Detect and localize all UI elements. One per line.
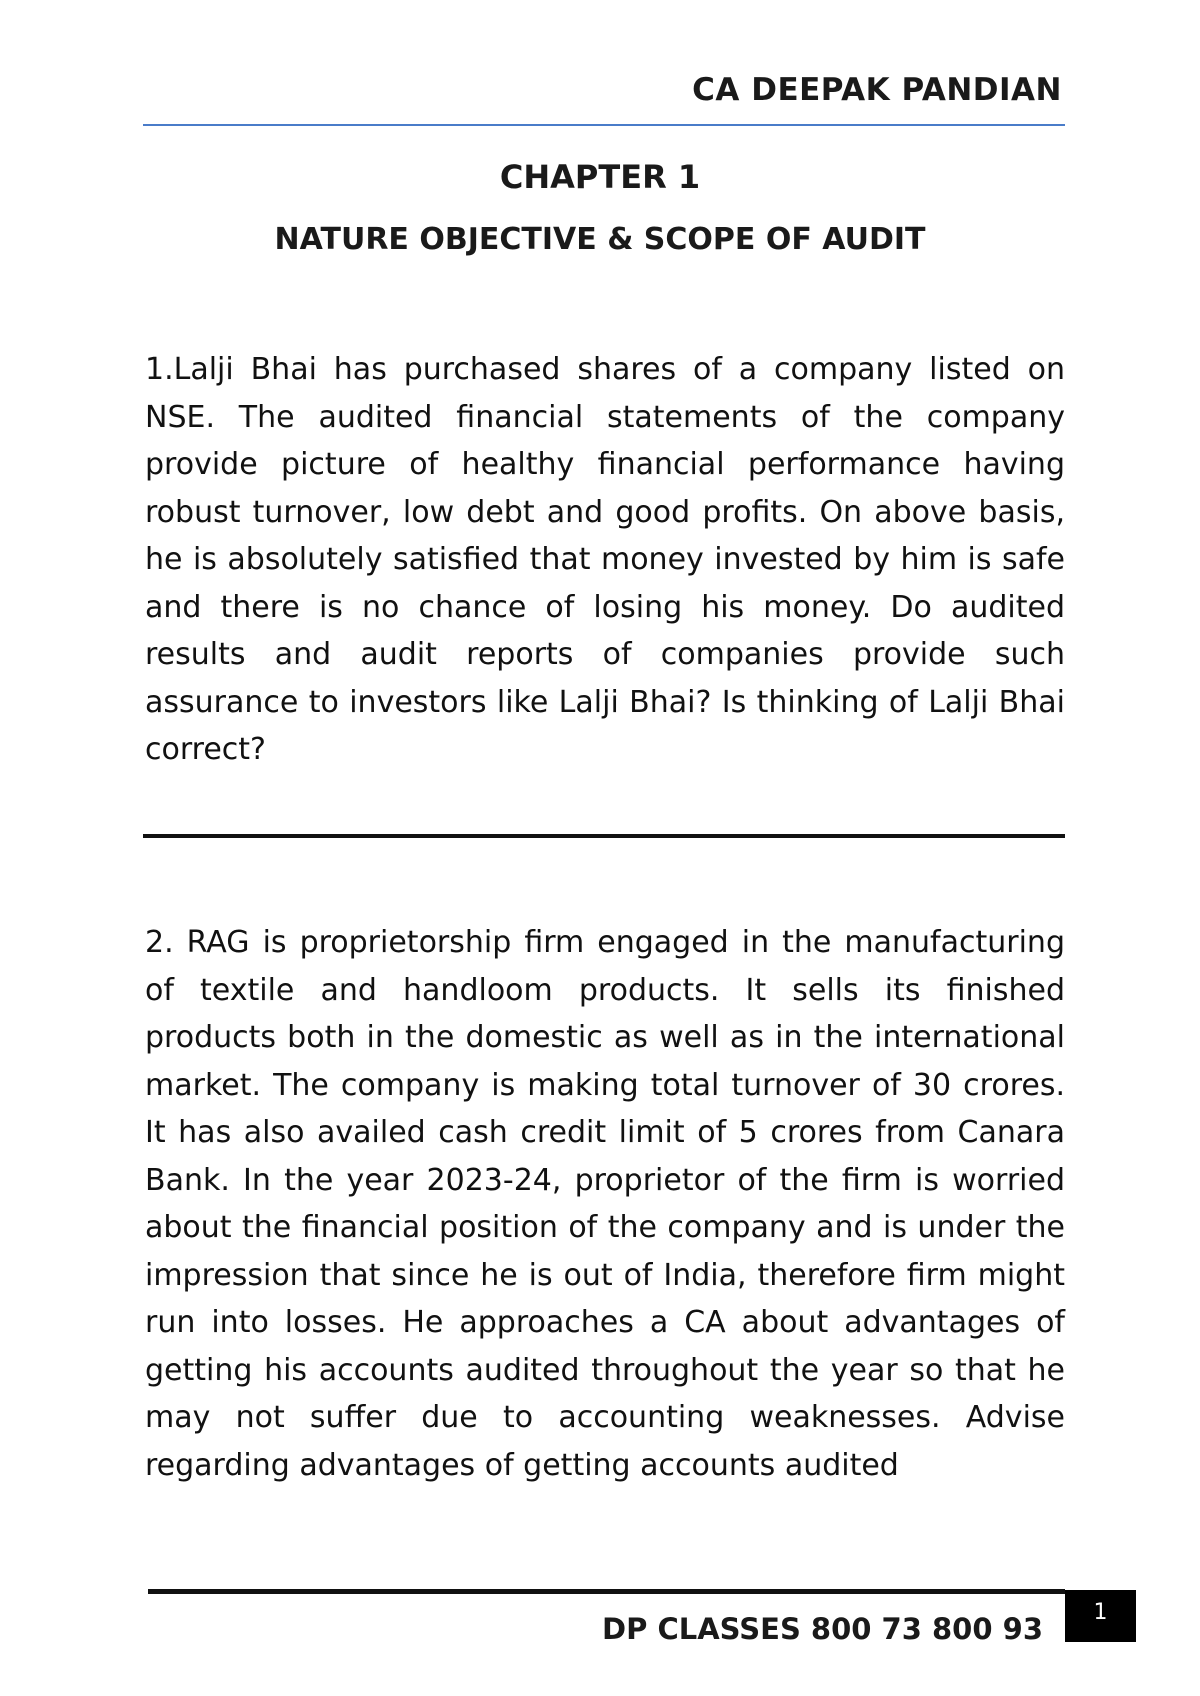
answer-divider: [143, 834, 1065, 838]
header-author: CA DEEPAK PANDIAN: [692, 72, 1062, 108]
footer-contact: DP CLASSES 800 73 800 93: [602, 1612, 1043, 1646]
page-number: 1: [1065, 1590, 1136, 1642]
chapter-title: CHAPTER 1: [499, 158, 701, 196]
question-1: 1.Lalji Bhai has purchased shares of a company listed on NSE. The audited financial statements of the company provide picture of healthy financial performance having robust turnover, low debt and good profits. On above basis, he is absolutely satisfied that money invested by him is safe and there is no chance of losing his money. Do audited results and audit reports of companies provide such assurance to investors like Lalji Bhai? Is thinking of Lalji Bhai correct?: [145, 352, 1065, 767]
header-divider: [143, 124, 1065, 126]
question-2: 2. RAG is proprietorship firm engaged in the manufacturing of textile and handloom products. It sells its finished products both in the domestic as well as in the international market. The company is making total turnover of 30 crores. It has also availed cash credit limit of 5 crores from Canara Bank. In the year 2023-24, proprietor of the firm is worried about the financial position of the company and is under the impression that since he is out of India, therefore firm might run into losses. He approaches a CA about advantages of getting his accounts audited throughout the year so that he may not suffer due to accounting weaknesses. Advise regarding advantages of getting accounts audited: [145, 925, 1065, 1483]
footer-divider: [148, 1589, 1065, 1594]
chapter-subtitle: NATURE OBJECTIVE & SCOPE OF AUDIT: [274, 222, 926, 257]
